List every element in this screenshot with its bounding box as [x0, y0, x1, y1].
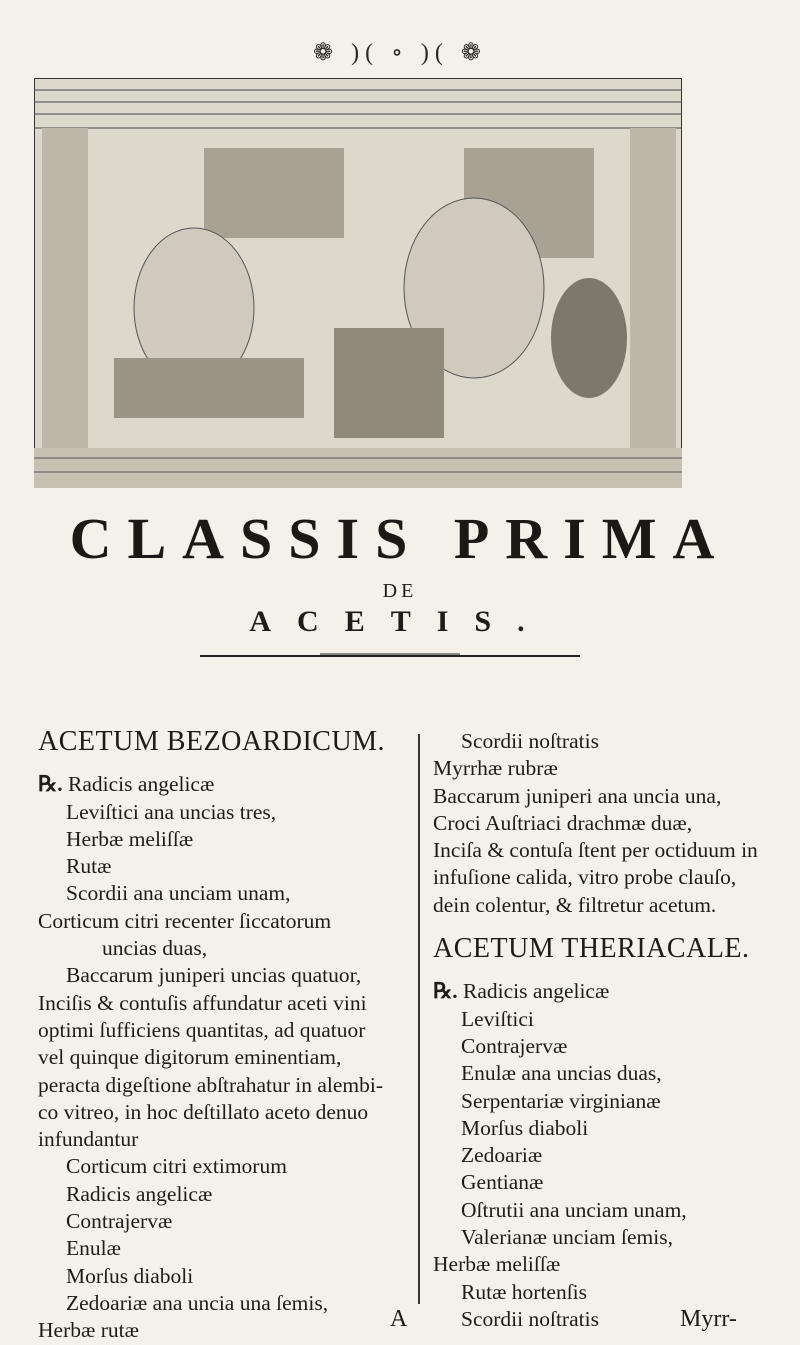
recipe-line: Leviſtici ana uncias tres,	[66, 799, 277, 824]
engraving-illustration	[34, 78, 682, 488]
recipe-line: Valerianæ unciam ſemis,	[461, 1225, 673, 1250]
catchword: Myrr-	[680, 1306, 737, 1332]
decorative-rule	[200, 652, 580, 660]
recipe-line: Baccarum juniperi uncias quatuor,	[66, 963, 362, 988]
recipe-line: Contrajervæ	[66, 1209, 173, 1234]
recipe-line: Herbæ meliſſæ	[66, 826, 194, 851]
recipe-line: Rutæ	[66, 854, 112, 879]
recipe-heading-theriacale: ACETUM THERIACALE.	[433, 933, 750, 965]
page-subtitle: ACETIS.	[249, 605, 551, 638]
recipe-line: ℞. Radicis angelicæ	[38, 772, 215, 797]
recipe-line: Contrajervæ	[461, 1033, 568, 1058]
recipe-symbol: ℞.	[433, 979, 458, 1004]
left-column	[38, 728, 408, 1345]
recipe-line: ℞. Radicis angelicæ	[433, 979, 610, 1004]
recipe-line: uncias duas,	[102, 936, 208, 961]
recipe-line: Leviſtici	[461, 1006, 534, 1031]
recipe-line: Scordii ana unciam unam,	[66, 881, 291, 906]
recipe-symbol: ℞.	[38, 772, 63, 797]
recipe-line: Herbæ meliſſæ	[433, 1252, 561, 1277]
recipe-line: Morſus diaboli	[66, 1263, 194, 1288]
recipe-line: infuſione calida, vitro probe clauſo,	[433, 865, 737, 890]
recipe-line: optimi ſufficiens quantitas, ad quatuor	[38, 1017, 366, 1042]
recipe-line: Corticum citri extimorum	[66, 1154, 287, 1179]
recipe-heading-bezoardicum: ACETUM BEZOARDICUM.	[38, 726, 386, 757]
recipe-line: infundantur	[38, 1127, 139, 1152]
recipe-line: Morſus diaboli	[461, 1115, 589, 1140]
recipe-line: Radicis angelicæ	[66, 1181, 213, 1206]
recipe-line: Enulæ ana uncias duas,	[461, 1061, 662, 1086]
page-title: CLASSIS PRIMA	[69, 506, 731, 571]
recipe-line: Zedoariæ	[461, 1143, 543, 1168]
recipe-line: Baccarum juniperi ana uncia una,	[433, 783, 722, 808]
recipe-line: Gentianæ	[461, 1170, 544, 1195]
recipe-line: Rutæ hortenſis	[461, 1279, 588, 1304]
recipe-line: co vitreo, in hoc deſtillato aceto denuo	[38, 1099, 369, 1124]
recipe-line: Oſtrutii ana unciam unam,	[461, 1197, 687, 1222]
recipe-line: peracta digeſtione abſtrahatur in alembi-	[38, 1072, 384, 1097]
recipe-line: vel quinque digitorum eminentiam,	[38, 1045, 342, 1070]
title-de: DE	[382, 580, 418, 602]
recipe-line: Zedoariæ ana uncia una ſemis,	[66, 1290, 329, 1315]
recipe-line: Scordii noſtratis	[461, 1306, 599, 1331]
recipe-line: dein colentur, & filtretur acetum.	[433, 892, 717, 917]
recipe-line: Myrrhæ rubræ	[433, 756, 558, 781]
recipe-line: Herbæ rutæ	[38, 1318, 139, 1343]
column-divider	[418, 734, 420, 1304]
header-ornament: ❁ )( ∘ )( ❁	[313, 40, 487, 66]
recipe-line: Croci Auſtriaci drachmæ duæ,	[433, 810, 693, 835]
recipe-line: Corticum citri recenter ſiccatorum	[38, 908, 332, 933]
signature-mark: A	[390, 1306, 408, 1332]
right-column	[433, 728, 773, 1333]
recipe-line: Scordii noſtratis	[461, 729, 599, 753]
recipe-line: Inciſa & contuſa ſtent per octiduum in	[433, 838, 758, 863]
recipe-line: Inciſis & contuſis affundatur aceti vini	[38, 990, 367, 1015]
recipe-line: Enulæ	[66, 1236, 121, 1261]
recipe-line: Serpentariæ virginianæ	[461, 1088, 661, 1113]
